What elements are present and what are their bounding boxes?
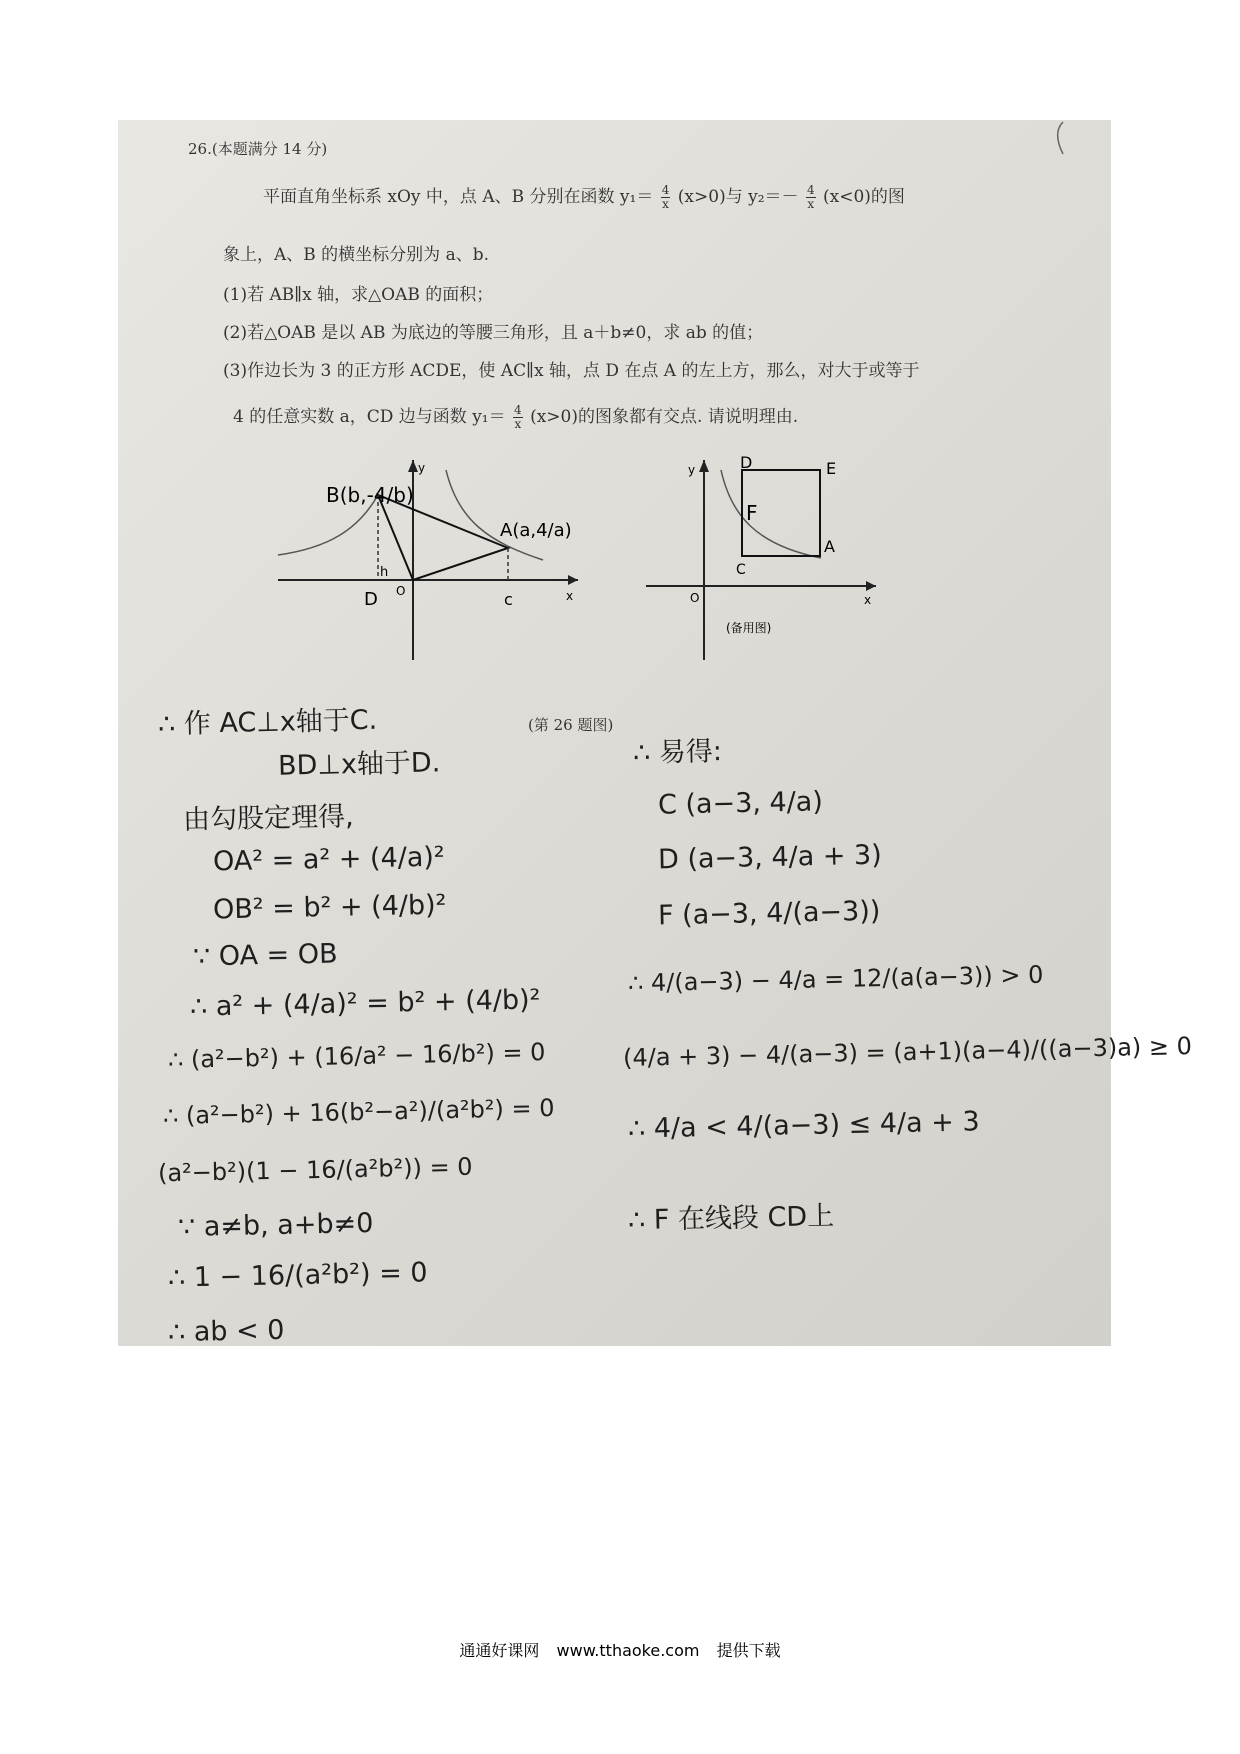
fig2-label-c: C xyxy=(736,562,746,578)
fig1-triangle-oab xyxy=(378,495,508,580)
problem-line-1-part-b: (x>0)与 y₂＝－ xyxy=(677,187,799,207)
problem-score: (本题满分 14 分) xyxy=(211,140,328,158)
footer xyxy=(0,1638,1240,1661)
fig1-x-label: x xyxy=(566,589,574,603)
hand-right-line-6: (4/a + 3) − 4/(a−3) = (a+1)(a−4)/((a−3)a) ≥ 0 xyxy=(622,1032,1193,1072)
fig1-label-c: c xyxy=(504,590,513,609)
fig2-y-arrow xyxy=(699,460,709,472)
problem-line-1 xyxy=(263,182,905,211)
pen-mark xyxy=(1051,120,1071,160)
fraction-4-over-x-2: $\frac{4}{x}$ xyxy=(806,183,815,211)
fig2-label-d: D xyxy=(740,453,753,472)
hand-right-line-7: ∴ 4/a < 4/(a−3) ≤ 4/a + 3 xyxy=(627,1106,980,1145)
figure-1 xyxy=(278,460,588,670)
fig2-caption: (备用图) xyxy=(726,621,772,635)
figure-caption: (第 26 题图) xyxy=(528,716,614,734)
fig1-label-d: D xyxy=(364,589,378,610)
hand-right-line-4: F (a−3, 4/(a−3)) xyxy=(657,895,881,932)
fraction-4-over-x: $\frac{4}{x}$ xyxy=(661,183,670,211)
scanned-photo xyxy=(118,120,1193,1349)
hand-left-line-10: (a²−b²)(1 − 16/(a²b²)) = 0 xyxy=(157,1152,473,1188)
footer-url[interactable]: www.tthaoke.com xyxy=(556,1641,700,1660)
problem-header xyxy=(188,138,327,159)
hand-left-line-13: ∴ ab < 0 xyxy=(167,1314,285,1349)
question-3: (3)作边长为 3 的正方形 ACDE，使 AC∥x 轴，点 D 在点 A 的左上方，那么，对大于或等于 xyxy=(223,361,920,381)
hand-right-line-1: ∴ 易得: xyxy=(632,736,723,769)
fig2-x-arrow xyxy=(866,581,876,591)
hand-left-line-3: 由勾股定理得, xyxy=(182,801,354,836)
footer-suffix: 提供下载 xyxy=(716,1641,781,1660)
hand-right-line-5: ∴ 4/(a−3) − 4/a = 12/(a(a−3)) > 0 xyxy=(627,960,1044,998)
hand-left-line-9: ∴ (a²−b²) + 16(b²−a²)/(a²b²) = 0 xyxy=(162,1093,555,1131)
fig1-label-b: B(b,-4/b) xyxy=(326,483,414,507)
hand-left-line-2: BD⊥x轴于D. xyxy=(277,747,441,782)
fig1-curve-right xyxy=(446,470,543,560)
hand-left-line-12: ∴ 1 − 16/(a²b²) = 0 xyxy=(167,1257,428,1294)
hand-left-line-5: OB² = b² + (4/b)² xyxy=(212,889,447,926)
fig2-origin-label: O xyxy=(690,591,700,605)
question-2: (2)若△OAB 是以 AB 为底边的等腰三角形，且 a＋b≠0，求 ab 的值； xyxy=(223,323,764,343)
figure-2 xyxy=(646,453,881,670)
hand-left-line-1: ∴ 作 AC⊥x轴于C. xyxy=(157,704,378,741)
question-1: (1)若 AB∥x 轴，求△OAB 的面积； xyxy=(223,285,494,305)
fig1-origin-label: O xyxy=(396,584,406,598)
fig1-y-arrow xyxy=(408,460,418,472)
hand-left-line-8: ∴ (a²−b²) + (16/a² − 16/b²) = 0 xyxy=(167,1038,546,1074)
fig1-label-a: A(a,4/a) xyxy=(500,520,572,541)
fraction-4-over-x-3: $\frac{4}{x}$ xyxy=(514,403,522,431)
fig2-label-e: E xyxy=(826,459,837,478)
footer-site-name: 通通好课网 xyxy=(459,1641,540,1660)
hand-right-line-8: ∴ F 在线段 CD上 xyxy=(627,1200,835,1237)
fig2-label-f: F xyxy=(746,501,758,525)
fig2-curve xyxy=(721,470,821,558)
fig1-x-arrow xyxy=(568,575,578,585)
hand-right-line-2: C (a−3, 4/a) xyxy=(657,786,824,821)
fig2-y-label: y xyxy=(688,463,696,477)
hand-left-line-11: ∵ a≠b, a+b≠0 xyxy=(177,1207,374,1244)
problem-line-1-part-a: 平面直角坐标系 xOy 中，点 A、B 分别在函数 y₁＝ xyxy=(263,187,654,207)
problem-line-1-part-c: (x<0)的图 xyxy=(823,187,905,207)
fig2-x-label: x xyxy=(864,593,872,607)
fig1-y-label: y xyxy=(418,461,426,475)
hand-left-line-7: ∴ a² + (4/a)² = b² + (4/b)² xyxy=(189,984,541,1023)
fig2-label-a: A xyxy=(824,537,835,556)
hand-left-line-4: OA² = a² + (4/a)² xyxy=(212,841,446,878)
question-3-line-2: 4 的任意实数 a，CD 边与函数 y₁＝ $\frac{4}{x}$ (x>0)的图象都有交点. 请说明理由. xyxy=(233,403,799,431)
hand-right-line-3: D (a−3, 4/a + 3) xyxy=(657,839,883,876)
problem-line-2: 象上，A、B 的横坐标分别为 a、b. xyxy=(223,245,489,265)
problem-number: 26. xyxy=(188,140,212,158)
hand-left-line-6: ∵ OA = OB xyxy=(192,938,338,973)
fig1-label-h: h xyxy=(380,565,389,580)
